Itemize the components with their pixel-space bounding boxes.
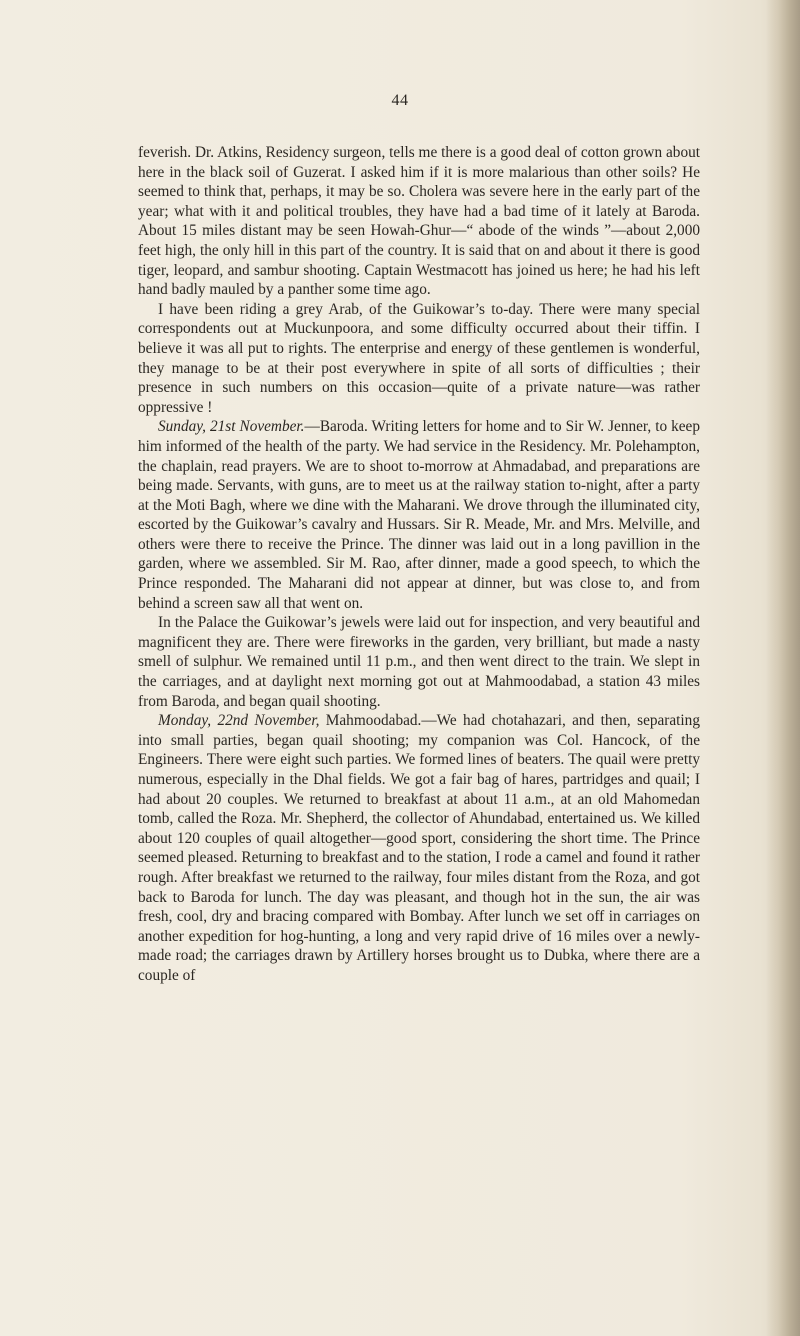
paragraph-text: —Baroda. Writing letters for home and to Sir W. Jenner, to keep him informed of the health of the party. We had service in the Residency. Mr. Polehampton, the chaplain, read prayers. We are to shoot to-morrow at Ahmadabad, and preparations are being made. Servants, with guns, are to meet us at the railway station to-night, after a party at the Moti Bagh, where we dine with the Maharani. We drove through the illuminated city, escorted by the Guikowar’s cavalry and Hussars. Sir R. Meade, Mr. and Mrs. Melville, and others were there to receive the Prince. The dinner was laid out in a long pavillion in the garden, where we assembled. Sir M. Rao, after dinner, made a good speech, to which the Prince responded. The Maharani did not appear at dinner, but was close to, and from behind a screen saw all that went on. [138, 418, 700, 612]
page-edge-shadow [766, 0, 800, 1336]
body-text [138, 143, 700, 986]
paragraph [138, 300, 700, 418]
page-number: 44 [391, 92, 409, 109]
paragraph [138, 143, 700, 300]
paragraph [138, 417, 700, 613]
entry-date: Monday, 22nd November, [158, 712, 320, 730]
paragraph-text: I have been riding a grey Arab, of the Guikowar’s to-day. There were many special correspondents out at Muckunpoora, and some difficulty occurred about their tiffin. I believe it was all put to rights. The enterprise and energy of these gentlemen is wonderful, they manage to be at their post everywhere in spite of all sorts of difficulties ; their presence in such numbers on this occasion—quite of a private nature—was rather oppressive ! [138, 300, 700, 416]
paragraph-text: feverish. Dr. Atkins, Residency surgeon, tells me there is a good deal of cotton grown about here in the black soil of Guzerat. I asked him if it is more malarious than other soils? He seemed to think that, perhaps, it may be so. Cholera was severe here in the early part of the year; what with it and political troubles, they have had a bad time of it lately at Baroda. About 15 miles distant may be seen Howah-Ghur—“ abode of the winds ”—about 2,000 feet high, the only hill in this part of the country. It is said that on and about it there is good tiger, leopard, and sambur shooting. Captain Westmacott has joined us here; he had his left hand badly mauled by a panther some time ago. [138, 144, 700, 299]
paragraph-text: In the Palace the Guikowar’s jewels were laid out for inspection, and very beautiful and magnificent they are. There were fireworks in the garden, very brilliant, but made a nasty smell of sulphur. We remained until 11 p.m., and then went direct to the train. We slept in the carriages, and at daylight next morning got out at Mahmoodabad, a station 43 miles from Baroda, and began quail shooting. [138, 614, 700, 710]
entry-date: Sunday, 21st November. [158, 418, 305, 436]
paragraph-text: Mahmoodabad.—We had chotahazari, and then, separating into small parties, began quail shooting; my companion was Col. Hancock, of the Engineers. There were eight such parties. We formed lines of beaters. The quail were pretty numerous, especially in the Dhal fields. We got a fair bag of hares, partridges and quail; I had about 20 couples. We returned to breakfast at about 11 a.m., at an old Mahomedan tomb, called the Roza. Mr. Shepherd, the collector of Ahundabad, entertained us. We killed about 120 couples of quail altogether—good sport, considering the short time. The Prince seemed pleased. Returning to breakfast and to the station, I rode a camel and found it rather rough. After breakfast we returned to the railway, four miles distant from the Roza, and got back to Baroda for lunch. The day was pleasant, and though hot in the sun, the air was fresh, cool, dry and bracing compared with Bombay. After lunch we set off in carriages on another expedition for hog-hunting, a long and very rapid drive of 16 miles over a newly-made road; the carriages drawn by Artillery horses brought us to Dubka, where there are a couple of [138, 712, 700, 984]
paragraph [138, 711, 700, 985]
paragraph [138, 613, 700, 711]
